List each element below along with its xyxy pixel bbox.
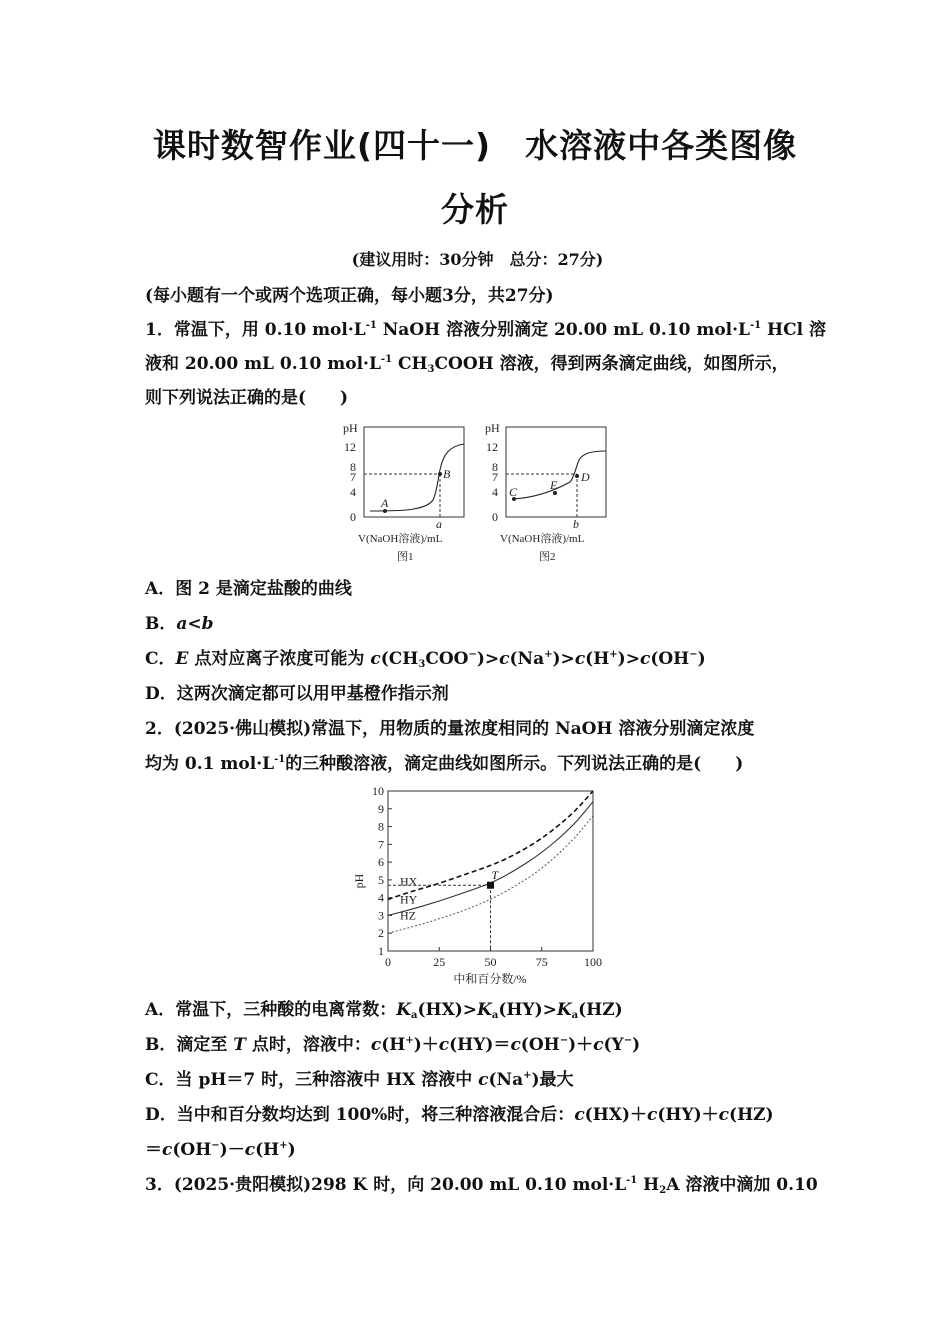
q2-ylabel: pH bbox=[352, 873, 366, 889]
q2-ytick-9: 9 bbox=[378, 801, 384, 816]
q2-option-a: A．常温下，三种酸的电离常数：$K_a(HX)>K_a(HY)>K_a(HZ)$ bbox=[145, 1000, 623, 1021]
q2-ytick-7: 7 bbox=[378, 837, 384, 852]
fig2-ytick-7: 7 bbox=[492, 470, 498, 484]
q2-point-t bbox=[487, 882, 494, 889]
q2-line2: 均为 0.1 $mol\cdot L^{-1}$的三种酸溶液，滴定曲线如图所示。下列说法正确的是( ) bbox=[145, 754, 744, 774]
q2-xtick-25: 25 bbox=[433, 955, 446, 969]
q1-option-c: C．E 点对应离子浓度可能为 $c(CH_3COO^-)>c(Na^+)>c(H^+)>c(OH^-)$ bbox=[145, 649, 706, 670]
svg-text:D: D bbox=[581, 470, 590, 484]
fig2-ytick-4: 4 bbox=[492, 485, 498, 499]
page-title-continued: 分析 bbox=[441, 190, 509, 229]
q2-ytick-5: 5 bbox=[378, 872, 384, 887]
svg-text:B: B bbox=[443, 467, 451, 481]
fig2-ytick-12: 12 bbox=[486, 440, 498, 454]
fig1-ylabel: pH bbox=[343, 421, 358, 435]
q3-line1: 3．(2025·贵阳模拟)298 K 时，向 20.00 mL 0.10 $mol\cdot L^{-1}$ $H_2A$ 溶液中滴加 0.10 bbox=[145, 1175, 818, 1196]
fig2-ytick-8: 8 bbox=[492, 460, 498, 474]
fig1-point-b bbox=[438, 472, 442, 476]
q2-option-d-continued: ＝c(OH−)－c(H+) bbox=[145, 1140, 296, 1160]
q2-ytick-3: 3 bbox=[378, 908, 384, 923]
q2-series-HY bbox=[388, 802, 593, 916]
fig2-ytick-0: 0 bbox=[492, 510, 498, 524]
fig1-caption: 图1 bbox=[397, 551, 414, 563]
fig2-caption: 图2 bbox=[539, 551, 556, 563]
q2-option-c: C．当 pH＝7 时，三种溶液中 HX 溶液中 c(Na+)最大 bbox=[145, 1070, 574, 1090]
q2-series-label-HZ: HZ bbox=[400, 908, 416, 923]
q1-line1: 1．常温下，用 0.10 $mol\cdot L^{-1}$ NaOH 溶液分别滴定 20.00 mL 0.10 $mol\cdot L^{-1}$ HCl 溶 bbox=[145, 320, 827, 340]
fig1-xlabel: V(NaOH溶液)/mL bbox=[358, 533, 443, 545]
q2-ytick-4: 4 bbox=[378, 890, 384, 905]
q2-xtick-0: 0 bbox=[385, 955, 391, 969]
q1-option-d: D．这两次滴定都可以用甲基橙作指示剂 bbox=[145, 684, 449, 704]
q1-line2: 液和 20.00 mL 0.10 $mol\cdot L^{-1}$ $CH_3COOH$ 溶液，得到两条滴定曲线，如图所示， bbox=[145, 354, 789, 375]
q1-line3: 则下列说法正确的是( ) bbox=[145, 388, 349, 408]
q2-ytick-2: 2 bbox=[378, 926, 384, 941]
fig1-ytick-0: 0 bbox=[350, 510, 356, 524]
fig2-point-d bbox=[575, 474, 579, 478]
q2-ytick-1: 1 bbox=[378, 944, 384, 958]
q2-ytick-6: 6 bbox=[378, 855, 384, 870]
q2-xlabel: 中和百分数/% bbox=[453, 972, 527, 986]
fig1-ytick-7: 7 bbox=[350, 470, 356, 484]
svg-text:C: C bbox=[509, 485, 518, 499]
fig2-frame bbox=[506, 427, 606, 517]
q2-line1: 2．(2025·佛山模拟)常温下，用物质的量浓度相同的 NaOH 溶液分别滴定浓度 bbox=[145, 719, 755, 739]
q2-xtick-100: 100 bbox=[584, 955, 602, 969]
fig2-curve bbox=[512, 451, 606, 499]
fig1-ytick-8: 8 bbox=[350, 460, 356, 474]
q2-option-d: D．当中和百分数均达到 100%时，将三种溶液混合后：c(HX)＋c(HY)＋c(HZ) bbox=[145, 1105, 774, 1125]
time-score-note: (建议用时：30分钟 总分：27分) bbox=[351, 250, 604, 269]
q1-option-b: B．a<b bbox=[145, 614, 214, 634]
q1-option-a: A．图 2 是滴定盐酸的曲线 bbox=[145, 579, 352, 599]
fig2-ylabel: pH bbox=[485, 421, 500, 435]
fig2-xtick-b: b bbox=[573, 517, 579, 531]
q2-ytick-8: 8 bbox=[378, 819, 384, 834]
q2-titration-chart bbox=[345, 786, 605, 990]
q2-xtick-50: 50 bbox=[484, 955, 497, 969]
svg-text:A: A bbox=[381, 496, 389, 510]
q2-series-label-HX: HX bbox=[400, 874, 418, 889]
page-title: 课时数智作业(四十一) 水溶液中各类图像 bbox=[152, 126, 798, 165]
fig2-xlabel: V(NaOH溶液)/mL bbox=[500, 533, 585, 545]
q2-series-label-HY: HY bbox=[400, 892, 418, 907]
q1-figure-2 bbox=[482, 420, 622, 568]
fig1-xtick-a: a bbox=[436, 517, 442, 531]
q2-point-t-label: T bbox=[491, 868, 499, 883]
q2-ytick-10: 10 bbox=[372, 786, 384, 798]
fig1-ytick-12: 12 bbox=[344, 440, 356, 454]
q1-figure-1 bbox=[340, 420, 480, 568]
fig1-ytick-4: 4 bbox=[350, 485, 356, 499]
q2-option-b: B．滴定至 T 点时，溶液中：c(H+)＋c(HY)＝c(OH−)＋c(Y−) bbox=[145, 1035, 641, 1055]
q2-xtick-75: 75 bbox=[535, 955, 548, 969]
instructions: (每小题有一个或两个选项正确，每小题3分，共27分) bbox=[145, 286, 554, 306]
svg-text:E: E bbox=[550, 478, 558, 492]
